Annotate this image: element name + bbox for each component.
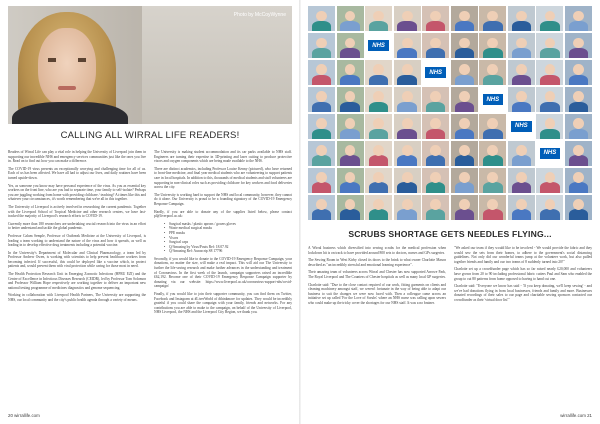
- person-body: [512, 48, 531, 59]
- person-body: [455, 209, 474, 220]
- person-body: [569, 155, 588, 166]
- person-head: [487, 118, 498, 129]
- person-body: [426, 48, 445, 59]
- paragraph: "We asked our team if they would like to be involved - We would provide the fabric and they would sew the sets from their homes, to adhere to the government's social distancing guidelines. Not only did our wonderful teams jump at the volunteer work, but also pulled together friends and family and our two teams of 8 suddenly turned into 20!": [454, 246, 592, 264]
- right-column-1: [308, 246, 446, 309]
- paragraph: The Sewing Room in West Kirby closed its doors to the brink to what owner Charlotte Mason described as "an incredibly stressful and emotional learning experience".: [308, 258, 446, 267]
- person-head: [345, 91, 356, 102]
- mosaic-photo-tile: [308, 60, 335, 85]
- paragraph: Finally, if you would like to join their supporter community, you can find them on Twitter, Facebook and Instagram at #LiverWorld of #thinkmore for updates. They would be incredibly grateful if you could share the campaign with your family, friends and networks. For any contributions you are able to make to the campaign, on behalf of the University of Liverpool, NHS Liverpool, the NHS and the Liverpool City Region, we thank you.: [154, 292, 292, 315]
- mosaic-photo-tile: [365, 87, 392, 112]
- person-body: [426, 129, 445, 140]
- person-head: [573, 11, 584, 22]
- person-head: [459, 64, 470, 75]
- photo-background: [142, 6, 292, 124]
- mosaic-photo-tile: [337, 33, 364, 58]
- person-body: [455, 129, 474, 140]
- paragraph: Readers of Wirral Life can play a vital role in helping the University of Liverpool join them in supporting our incredible NHS and emergency services communities just like the ones you live in. Read on to find out how you can make a difference.: [8, 150, 146, 164]
- person-head: [373, 199, 384, 210]
- person-head: [373, 118, 384, 129]
- person-head: [402, 38, 413, 49]
- person-head: [545, 118, 556, 129]
- person-body: [312, 75, 331, 86]
- right-page: [300, 0, 600, 424]
- person-head: [516, 172, 527, 183]
- mosaic-photo-tile: [565, 195, 592, 220]
- paragraph: Working in collaboration with Liverpool Health Partners, The University are supporting the NHS, our local community and the city's public health agenda through a variety of means.: [8, 293, 146, 303]
- mosaic-photo-tile: [565, 60, 592, 85]
- mosaic-photo-tile: [365, 6, 392, 31]
- mosaic-photo-tile: [365, 141, 392, 166]
- person-body: [540, 182, 559, 193]
- person-body: [483, 21, 502, 32]
- mosaic-photo-tile: [365, 114, 392, 139]
- mosaic-photo-tile: [508, 87, 535, 112]
- supplies-list-item: • PPE masks: [164, 231, 292, 236]
- person-body: [483, 182, 502, 193]
- photo-face: [38, 28, 96, 106]
- mosaic-photo-tile: [451, 6, 478, 31]
- mosaic-photo-tile: [308, 168, 335, 193]
- supplies-list-item: • Visors: [164, 236, 292, 241]
- paragraph: Secondly, if you would like to donate to the COVID-19 Emergency Response Campaign, your donations, no matter the size, will make a real impact. This will aid our The University to further the life-saving research and make further advances in the understanding and treatment of Coronavirus. In the first week of the launch, campaign supporters raised an incredible £62,192. Become one of their COVID-19 Emergency Response Campaign supporter by donating via our website: https://www.liverpool.ac.uk/coronavirus-support-nhs/covid-campaign/: [154, 256, 292, 289]
- person-head: [430, 91, 441, 102]
- person-head: [430, 11, 441, 22]
- article-headline: SCRUBS SHORTAGE GETS NEEDLES FLYING...: [348, 229, 552, 239]
- person-head: [345, 118, 356, 129]
- person-head: [345, 38, 356, 49]
- person-body: [512, 75, 531, 86]
- mosaic-photo-tile: [508, 33, 535, 58]
- person-body: [340, 75, 359, 86]
- mosaic-photo-tile: [479, 114, 506, 139]
- person-head: [573, 91, 584, 102]
- person-body: [312, 155, 331, 166]
- site-name: wirrallife.com: [14, 413, 40, 418]
- person-head: [516, 91, 527, 102]
- mosaic-photo-tile: [308, 33, 335, 58]
- person-body: [312, 129, 331, 140]
- person-head: [516, 64, 527, 75]
- person-body: [540, 21, 559, 32]
- mosaic-photo-tile: [308, 114, 335, 139]
- mosaic-photo-tile: [536, 114, 563, 139]
- paragraph: Charlotte said: "Everyone we know has said - 'If you keep donating, we'll keep sewing' - and we've had donations flying in from local businesses, friends and family and more. Businesses donated recordings of their sales to our page and charitable sewing sponsors contacted our crowdfunder as their 'virtual door list'": [454, 284, 592, 302]
- mosaic-photo-tile: [565, 168, 592, 193]
- nhs-logo: NHS: [483, 94, 504, 105]
- mosaic-photo-tile: [394, 60, 421, 85]
- person-body: [512, 209, 531, 220]
- person-body: [340, 155, 359, 166]
- person-head: [573, 38, 584, 49]
- person-head: [487, 64, 498, 75]
- person-body: [569, 21, 588, 32]
- folio-right: [560, 413, 592, 418]
- person-head: [316, 172, 327, 183]
- mosaic-photo-tile: [536, 168, 563, 193]
- paragraph: The University is making student accommodation and its car parks available to NHS staff. Engineers are turning their expertise in 3D-printing and laser cutting to produce protective visors and oxygen components which are being made available to the NHS.: [154, 150, 292, 164]
- person-head: [545, 199, 556, 210]
- person-body: [455, 182, 474, 193]
- person-head: [316, 145, 327, 156]
- person-body: [369, 75, 388, 86]
- person-head: [573, 118, 584, 129]
- paragraph: Hardly, if you are able to donate any of the supplies listed below, please contact pl@liverpool.ac.uk:: [154, 209, 292, 219]
- page-number: 21: [587, 413, 592, 418]
- person-body: [312, 48, 331, 59]
- mosaic-photo-tile: [451, 33, 478, 58]
- paragraph: Their amazing team of volunteers across Wirral and Chester has now supported Arrowe Park, The Royal Liverpool and The Countess of Chester hospitals as well as many local GP surgeries.: [308, 270, 446, 279]
- person-head: [373, 145, 384, 156]
- photo-jacket: [12, 102, 128, 124]
- mosaic-photo-tile: [508, 6, 535, 31]
- person-body: [540, 102, 559, 113]
- mosaic-photo-tile: [422, 168, 449, 193]
- person-head: [402, 172, 413, 183]
- person-body: [426, 182, 445, 193]
- mosaic-photo-tile: [451, 114, 478, 139]
- person-head: [573, 172, 584, 183]
- mosaic-photo-tile: [337, 141, 364, 166]
- mosaic-photo-tile: [337, 168, 364, 193]
- mosaic-photo-tile: [394, 114, 421, 139]
- paragraph: Professor Calum Semple, Professor of Outbreak Medicine at the University of Liverpool, is leading a team working to understand the nature of the virus and how it spreads, as well as leading in to develop effective drug treatments including a potential vaccine.: [8, 233, 146, 248]
- supplies-list-item: • Surgical masks / plastic aprons / gowns gloves: [164, 222, 292, 227]
- volunteer-photo-mosaic: [308, 6, 592, 220]
- person-head: [430, 145, 441, 156]
- person-head: [402, 91, 413, 102]
- person-body: [312, 209, 331, 220]
- nhs-logo: NHS: [511, 121, 532, 132]
- person-body: [397, 155, 416, 166]
- photo-credit: Photo by McCoyWynne: [233, 12, 286, 18]
- paragraph: There are distinct academics, including Professor Louise Kenny (pictured), who have returned to front-line medicine, and final year medical students who are volunteering to support patients care in local hospitals. In addition to this, thousands of medical students and staff volunteers are supporting in non-clinical roles such as providing childcare for key workers and food deliveries across the city.: [154, 166, 292, 190]
- paragraph: The University is working hard to support the NHS and local community, however, they cannot do it alone. Our University is proud to be a founding signatory of the COVID-19 Emergency Response Campaign.: [154, 192, 292, 206]
- portrait-photo: [8, 6, 292, 124]
- mosaic-photo-tile: [451, 141, 478, 166]
- supplies-list-item: • Q/Amazing Ref: Aurascrip S8 17796: [164, 249, 292, 254]
- person-body: [569, 129, 588, 140]
- person-head: [459, 91, 470, 102]
- person-body: [369, 209, 388, 220]
- person-head: [516, 11, 527, 22]
- photo-eyes: [48, 58, 86, 62]
- person-body: [483, 75, 502, 86]
- person-head: [373, 11, 384, 22]
- paragraph: Charlotte said: "Due to the close contact required of our work, fitting garments on clients and cleaning machinery amongst staff, we weren't fortunate in the way of being able to adapt our business to suit the changes we were now faced with. Then a colleague came across an initiative set up called 'For the Love of Scrubs' where an NHS nurse was calling upon sewers who could make up the tricky cover the shortages for our NHS staff. It was a no brainer.: [308, 282, 446, 305]
- person-body: [512, 182, 531, 193]
- person-body: [455, 102, 474, 113]
- mosaic-photo-tile: [536, 6, 563, 31]
- nhs-logo-tile: [508, 114, 535, 139]
- paragraph: A Wirral business which diversified into sewing scrubs for the medical profession when lockdown hit is on track to have provided around 800 sets to doctors, nurses and GPs surgeries.: [308, 246, 446, 255]
- person-head: [373, 91, 384, 102]
- person-head: [487, 199, 498, 210]
- nhs-logo: NHS: [425, 67, 446, 78]
- person-body: [426, 209, 445, 220]
- person-head: [316, 91, 327, 102]
- person-body: [483, 48, 502, 59]
- person-body: [369, 182, 388, 193]
- person-body: [312, 182, 331, 193]
- mosaic-photo-tile: [451, 87, 478, 112]
- left-column-1: [8, 150, 146, 306]
- mosaic-photo-tile: [451, 195, 478, 220]
- mosaic-photo-tile: [422, 6, 449, 31]
- person-body: [569, 182, 588, 193]
- person-body: [340, 209, 359, 220]
- paragraph: Currently more than 180 researchers are undertaking crucial research into the virus in an effort to better understand and tackle the global pandemic.: [8, 221, 146, 231]
- person-head: [487, 38, 498, 49]
- mosaic-photo-tile: [451, 60, 478, 85]
- mosaic-photo-tile: [565, 141, 592, 166]
- mosaic-photo-tile: [337, 87, 364, 112]
- person-head: [402, 199, 413, 210]
- person-body: [483, 129, 502, 140]
- mosaic-photo-tile: [508, 60, 535, 85]
- mosaic-photo-tile: [308, 195, 335, 220]
- mosaic-photo-tile: [565, 114, 592, 139]
- person-body: [397, 75, 416, 86]
- mosaic-photo-tile: [536, 87, 563, 112]
- person-body: [340, 102, 359, 113]
- paragraph: The COVID-19 virus presents an exceptionally worrying and challenging time for all of us. Each of us has been affected. We have all had to adjust our lives, and daily routines have been turned upside-down.: [8, 166, 146, 180]
- person-head: [516, 38, 527, 49]
- folio-left: [8, 413, 40, 418]
- person-body: [340, 129, 359, 140]
- mosaic-photo-tile: [365, 168, 392, 193]
- person-body: [455, 75, 474, 86]
- person-head: [430, 199, 441, 210]
- person-head: [459, 118, 470, 129]
- person-head: [402, 11, 413, 22]
- site-name: wirrallife.com: [560, 413, 586, 418]
- mosaic-photo-tile: [308, 87, 335, 112]
- person-body: [397, 182, 416, 193]
- mosaic-photo-tile: [394, 6, 421, 31]
- mosaic-photo-tile: [479, 33, 506, 58]
- mosaic-photo-tile: [365, 60, 392, 85]
- mosaic-photo-tile: [479, 168, 506, 193]
- person-head: [459, 199, 470, 210]
- person-head: [459, 38, 470, 49]
- person-head: [316, 118, 327, 129]
- person-head: [402, 64, 413, 75]
- person-body: [455, 21, 474, 32]
- nhs-logo: NHS: [540, 148, 561, 159]
- person-body: [426, 155, 445, 166]
- page-number: 20: [8, 413, 13, 418]
- mosaic-photo-tile: [422, 195, 449, 220]
- person-head: [516, 145, 527, 156]
- person-head: [545, 172, 556, 183]
- person-head: [459, 11, 470, 22]
- person-body: [426, 21, 445, 32]
- person-head: [545, 64, 556, 75]
- person-head: [487, 145, 498, 156]
- person-head: [459, 172, 470, 183]
- supplies-list: [164, 222, 292, 254]
- person-body: [540, 75, 559, 86]
- person-body: [369, 102, 388, 113]
- mosaic-photo-tile: [394, 195, 421, 220]
- person-body: [512, 155, 531, 166]
- mosaic-photo-tile: [565, 6, 592, 31]
- person-head: [459, 145, 470, 156]
- mosaic-photo-tile: [451, 168, 478, 193]
- person-body: [312, 102, 331, 113]
- person-body: [426, 102, 445, 113]
- person-head: [345, 199, 356, 210]
- mosaic-photo-tile: [479, 60, 506, 85]
- nhs-logo-tile: [422, 60, 449, 85]
- mosaic-photo-tile: [536, 60, 563, 85]
- nhs-logo-tile: [479, 87, 506, 112]
- mosaic-photo-tile: [422, 114, 449, 139]
- person-body: [369, 21, 388, 32]
- mosaic-photo-tile: [337, 114, 364, 139]
- person-head: [487, 11, 498, 22]
- paragraph: The University of Liverpool is actively involved in researching the current pandemic. Together with the Liverpool School of Tropical Medicine and other research centres, we have fast-tracked the majority of Liverpool's research efforts to COVID-19.: [8, 204, 146, 219]
- person-body: [455, 155, 474, 166]
- mosaic-photo-tile: [422, 33, 449, 58]
- mosaic-photo-tile: [308, 141, 335, 166]
- person-head: [345, 11, 356, 22]
- person-head: [573, 199, 584, 210]
- mosaic-photo-tile: [337, 6, 364, 31]
- paragraph: In the University's Department of Molecular and Clinical Pharmacology, a team led by Professor Andrew Owen, is working with scientists to help prevent healthcare workers from becoming infected. If successful, this could be deployed like a vaccine which, in protect patients and, would prevent them with viral protection while caring for those most in need.: [8, 250, 146, 269]
- mosaic-photo-tile: [337, 60, 364, 85]
- person-body: [540, 209, 559, 220]
- person-head: [373, 172, 384, 183]
- person-head: [487, 172, 498, 183]
- paragraph: Charlotte set up a crowdfunder page which has so far raised nearly £20,000 and volunteers have grown from 20 to 90 including professional fabric cutters Paul and Sam who enabled the group to cut 80 patterns from home opposed to having to hand cut one.: [454, 267, 592, 281]
- mosaic-photo-tile: [536, 195, 563, 220]
- mosaic-photo-tile: [422, 141, 449, 166]
- person-body: [312, 21, 331, 32]
- person-body: [455, 48, 474, 59]
- mosaic-photo-tile: [508, 141, 535, 166]
- mosaic-photo-tile: [479, 195, 506, 220]
- person-body: [569, 209, 588, 220]
- person-head: [545, 91, 556, 102]
- person-head: [345, 172, 356, 183]
- person-body: [397, 209, 416, 220]
- mosaic-photo-tile: [508, 195, 535, 220]
- person-head: [316, 11, 327, 22]
- person-body: [483, 209, 502, 220]
- person-head: [373, 64, 384, 75]
- supplies-list-item: • Surgical caps: [164, 240, 292, 245]
- mosaic-photo-tile: [365, 195, 392, 220]
- person-head: [545, 38, 556, 49]
- person-head: [573, 64, 584, 75]
- person-head: [573, 145, 584, 156]
- paragraph: The Health Protection Research Unit in Emerging Zoonotic Infections (HPRU EZI) and the Centre of Excellence in Infectious Diseases Research (CEIDR), led by Professor Tom Solomon and Professor William Hope respectively are working together to deliver an important new national testing programme of medicines diagnostics and genome sequencing.: [8, 272, 146, 290]
- mosaic-photo-tile: [394, 87, 421, 112]
- nhs-logo: NHS: [368, 40, 389, 51]
- mosaic-photo-tile: [508, 168, 535, 193]
- person-body: [340, 48, 359, 59]
- article-headline: CALLING ALL WIRRAL LIFE READERS!: [60, 130, 240, 141]
- person-head: [316, 64, 327, 75]
- supplies-list-item: • Q/Amazing by Virus/Pouts Ref: 18.07.92: [164, 245, 292, 250]
- person-head: [316, 199, 327, 210]
- supplies-list-item: • Waste medical surgical masks: [164, 226, 292, 231]
- nhs-logo-tile: [536, 141, 563, 166]
- mosaic-photo-tile: [565, 87, 592, 112]
- person-head: [516, 199, 527, 210]
- person-body: [569, 75, 588, 86]
- person-body: [569, 102, 588, 113]
- person-body: [397, 129, 416, 140]
- nhs-logo-tile: [365, 33, 392, 58]
- photo-lips: [58, 86, 76, 90]
- person-body: [569, 48, 588, 59]
- person-body: [397, 102, 416, 113]
- person-body: [540, 129, 559, 140]
- person-head: [316, 38, 327, 49]
- person-head: [430, 38, 441, 49]
- right-column-2: [454, 246, 592, 306]
- person-head: [430, 118, 441, 129]
- person-head: [430, 172, 441, 183]
- person-body: [512, 102, 531, 113]
- mosaic-photo-tile: [479, 141, 506, 166]
- mosaic-photo-tile: [394, 168, 421, 193]
- person-body: [512, 21, 531, 32]
- person-body: [540, 48, 559, 59]
- left-column-2: [154, 150, 292, 318]
- person-head: [345, 145, 356, 156]
- person-body: [483, 155, 502, 166]
- person-body: [369, 129, 388, 140]
- mosaic-photo-tile: [565, 33, 592, 58]
- mosaic-photo-tile: [394, 141, 421, 166]
- paragraph: Yes, as someone you know may have personal experience of the virus. As you as essential key workers on the front line, who are you had to separate time, your family to self-isolate? Perhaps you are juggling working from home with providing childcare / teaching? At times like this and whatever your circumstances, it's worth remembering that we're all in this together.: [8, 183, 146, 202]
- mosaic-photo-tile: [394, 33, 421, 58]
- mosaic-photo-tile: [422, 87, 449, 112]
- person-body: [369, 155, 388, 166]
- person-head: [402, 145, 413, 156]
- person-head: [402, 118, 413, 129]
- person-body: [340, 182, 359, 193]
- person-body: [397, 21, 416, 32]
- person-body: [340, 21, 359, 32]
- mosaic-photo-tile: [536, 33, 563, 58]
- mosaic-photo-tile: [337, 195, 364, 220]
- mosaic-photo-tile: [308, 6, 335, 31]
- person-body: [397, 48, 416, 59]
- person-head: [545, 11, 556, 22]
- mosaic-photo-tile: [479, 6, 506, 31]
- person-head: [345, 64, 356, 75]
